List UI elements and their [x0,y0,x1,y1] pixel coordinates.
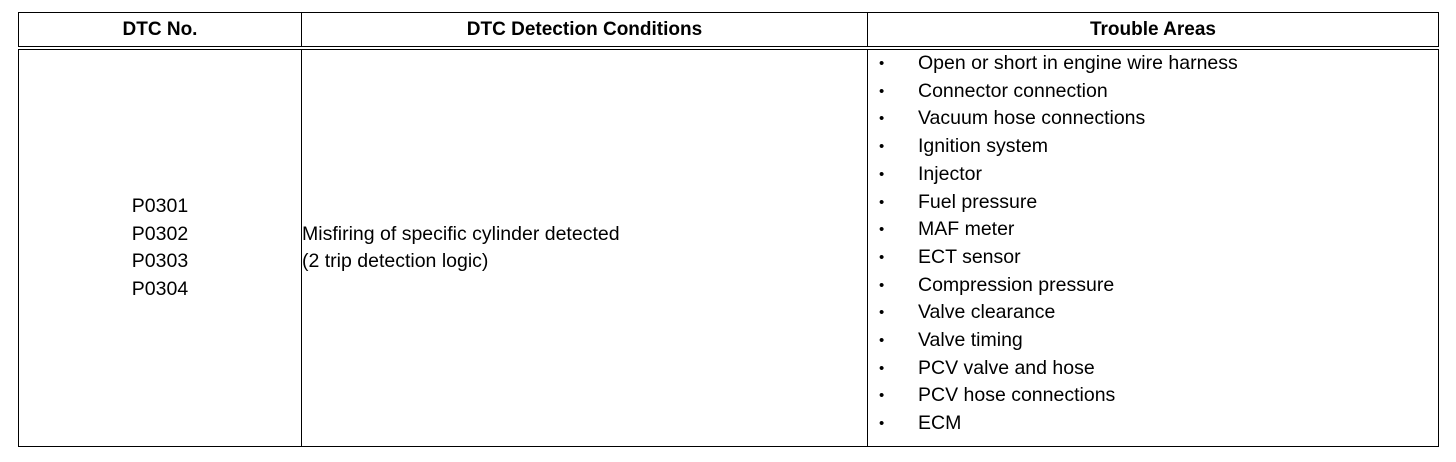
trouble-area-item [868,216,1438,244]
bullet-icon: • [879,55,885,72]
bullet-icon: • [879,165,885,183]
trouble-area-item [868,327,1438,355]
trouble-area-label: ECT sensor [918,245,1021,268]
bullet-icon: • [879,221,885,239]
dtc-code: P0303 [131,250,189,272]
trouble-area-item [868,299,1438,327]
trouble-area-item [868,272,1438,300]
trouble-area-item [868,244,1438,272]
trouble-area-label: Valve timing [918,329,1023,352]
dtc-table [18,12,1439,447]
trouble-areas-cell [868,48,1439,447]
table-row [19,48,1439,447]
bullet-icon: • [879,415,885,433]
detection-conditions-cell [302,48,868,447]
trouble-area-label: PCV hose connections [918,384,1116,407]
dtc-code: P0304 [131,277,189,300]
dtc-code: P0301 [131,195,189,217]
trouble-area-label: Compression pressure [918,273,1115,296]
bullet-icon: • [879,276,885,294]
bullet-icon: • [879,332,885,350]
bullet-icon: • [879,304,885,322]
bullet-icon: • [879,193,885,211]
trouble-area-item [868,105,1438,133]
header-detection-conditions: DTC Detection Conditions [302,13,868,49]
condition-text: Misfiring of specific cylinder detected [302,222,620,245]
header-dtc-no: DTC No. [19,13,302,49]
trouble-area-label: Ignition system [918,135,1049,158]
trouble-area-item [868,50,1438,78]
trouble-area-label: Fuel pressure [918,190,1038,213]
bullet-icon: • [879,387,885,405]
trouble-area-label: PCV valve and hose [918,356,1095,379]
header-trouble-areas: Trouble Areas [868,13,1439,49]
trouble-area-item [868,382,1438,410]
trouble-area-label: Connector connection [918,79,1108,102]
trouble-area-label: Vacuum hose connections [918,107,1146,130]
trouble-area-label: MAF meter [918,218,1015,241]
bullet-icon: • [879,82,885,100]
bullet-icon: • [879,248,885,266]
trouble-areas-list [868,50,1438,438]
bullet-icon: • [879,359,885,377]
trouble-area-item [868,189,1438,217]
bullet-icon: • [879,110,885,128]
table-header-row [19,13,1439,49]
trouble-area-label: Injector [918,162,982,185]
trouble-area-label: Valve clearance [918,301,1056,324]
dtc-code: P0302 [131,222,189,245]
trouble-area-item [868,133,1438,161]
bullet-icon: • [879,138,885,156]
trouble-area-item [868,161,1438,189]
trouble-area-label: Open or short in engine wire harness [918,52,1238,74]
condition-text: (2 trip detection logic) [302,250,489,272]
trouble-area-label: ECM [918,412,962,435]
trouble-area-item [868,78,1438,106]
dtc-codes-cell [19,48,302,447]
trouble-area-item [868,410,1438,438]
trouble-area-item [868,355,1438,383]
